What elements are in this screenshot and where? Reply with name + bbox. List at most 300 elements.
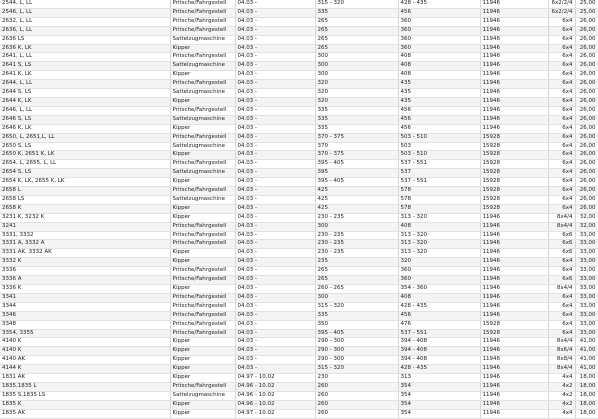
model-cell: 1835,1835 L <box>0 382 170 391</box>
table-row[interactable] <box>0 391 598 400</box>
table-row[interactable] <box>0 8 598 17</box>
ps-cell: 456 <box>398 124 480 133</box>
ccm-cell: 15928 <box>480 329 548 338</box>
table-row[interactable] <box>0 178 598 187</box>
body-type-cell: Pritsche/Fahrgestell <box>170 293 235 302</box>
weight-cell: 26,00 <box>575 97 598 106</box>
drive-cell: 6x4 <box>548 44 575 53</box>
period-cell: 04.03 - <box>235 267 315 276</box>
table-row[interactable] <box>0 285 598 294</box>
period-cell: 04.03 - <box>235 0 315 8</box>
table-row[interactable] <box>0 89 598 98</box>
drive-cell: 6x2/2/4 <box>548 8 575 17</box>
weight-cell: 26,00 <box>575 204 598 213</box>
period-cell: 04.03 - <box>235 320 315 329</box>
body-type-cell: Kipper <box>170 347 235 356</box>
table-row[interactable] <box>0 169 598 178</box>
weight-cell: 41,00 <box>575 365 598 374</box>
ps-cell: 537 - 551 <box>398 178 480 187</box>
body-type-cell: Sattelzugmaschine <box>170 195 235 204</box>
table-row[interactable] <box>0 293 598 302</box>
model-cell: 2646 K, LK <box>0 124 170 133</box>
period-cell: 04.03 - <box>235 329 315 338</box>
model-cell: 2544, L, LL <box>0 0 170 8</box>
ps-cell: 354 <box>398 409 480 418</box>
weight-cell: 26,00 <box>575 106 598 115</box>
ccm-cell: 11946 <box>480 311 548 320</box>
ccm-cell: 11946 <box>480 80 548 89</box>
model-cell: 2636 LS <box>0 35 170 44</box>
period-cell: 04.03 - <box>235 133 315 142</box>
table-row[interactable] <box>0 44 598 53</box>
period-cell: 04.03 - <box>235 8 315 17</box>
model-cell: 2632, L, LL <box>0 17 170 26</box>
model-cell: 2646 S, LS <box>0 115 170 124</box>
period-cell: 04.03 - <box>235 356 315 365</box>
kw-cell: 395 - 405 <box>315 329 398 338</box>
kw-cell: 320 <box>315 97 398 106</box>
period-cell: 04.03 - <box>235 160 315 169</box>
period-cell: 04.03 - <box>235 35 315 44</box>
ccm-cell: 15928 <box>480 204 548 213</box>
ps-cell: 320 <box>398 258 480 267</box>
weight-cell: 26,00 <box>575 44 598 53</box>
ccm-cell: 11946 <box>480 391 548 400</box>
weight-cell: 33,00 <box>575 249 598 258</box>
table-row[interactable] <box>0 400 598 409</box>
table-row[interactable] <box>0 329 598 338</box>
weight-cell: 26,00 <box>575 133 598 142</box>
ccm-cell: 11946 <box>480 374 548 383</box>
table-row[interactable] <box>0 374 598 383</box>
body-type-cell: Pritsche/Fahrgestell <box>170 17 235 26</box>
table-row[interactable] <box>0 106 598 115</box>
drive-cell: 8x4/4 <box>548 222 575 231</box>
period-cell: 04.03 - <box>235 169 315 178</box>
drive-cell: 4x4 <box>548 374 575 383</box>
table-row[interactable] <box>0 26 598 35</box>
period-cell: 04.03 - <box>235 17 315 26</box>
weight-cell: 33,00 <box>575 285 598 294</box>
body-type-cell: Kipper <box>170 285 235 294</box>
table-row[interactable] <box>0 142 598 151</box>
weight-cell: 33,00 <box>575 231 598 240</box>
period-cell: 04.03 - <box>235 71 315 80</box>
ps-cell: 313 <box>398 374 480 383</box>
kw-cell: 230 - 235 <box>315 240 398 249</box>
weight-cell: 26,00 <box>575 35 598 44</box>
ccm-cell: 11946 <box>480 89 548 98</box>
model-cell: 2650 K, 2651 K, LK <box>0 151 170 160</box>
drive-cell: 6x4 <box>548 62 575 71</box>
drive-cell: 6x4 <box>548 151 575 160</box>
kw-cell: 425 <box>315 187 398 196</box>
table-row[interactable] <box>0 276 598 285</box>
model-cell: 2546, L, LL <box>0 8 170 17</box>
weight-cell: 33,00 <box>575 329 598 338</box>
ccm-cell: 11946 <box>480 365 548 374</box>
ps-cell: 408 <box>398 62 480 71</box>
table-row[interactable] <box>0 231 598 240</box>
ccm-cell: 11946 <box>480 124 548 133</box>
model-cell: 2646, L, LL <box>0 106 170 115</box>
weight-cell: 26,00 <box>575 71 598 80</box>
kw-cell: 315 - 320 <box>315 0 398 8</box>
ccm-cell: 11946 <box>480 276 548 285</box>
model-cell: 3336 K <box>0 285 170 294</box>
body-type-cell: Pritsche/Fahrgestell <box>170 382 235 391</box>
ps-cell: 408 <box>398 222 480 231</box>
body-type-cell: Pritsche/Fahrgestell <box>170 311 235 320</box>
body-type-cell: Sattelzugmaschine <box>170 115 235 124</box>
kw-cell: 260 <box>315 382 398 391</box>
drive-cell: 6x4 <box>548 115 575 124</box>
ccm-cell: 15928 <box>480 142 548 151</box>
drive-cell: 6x4 <box>548 35 575 44</box>
model-cell: 2658 K <box>0 204 170 213</box>
weight-cell: 33,00 <box>575 302 598 311</box>
table-row[interactable] <box>0 62 598 71</box>
table-row[interactable] <box>0 80 598 89</box>
drive-cell: 6x4 <box>548 80 575 89</box>
kw-cell: 230 - 235 <box>315 249 398 258</box>
table-row[interactable] <box>0 160 598 169</box>
ccm-cell: 15928 <box>480 320 548 329</box>
model-cell: 2654 S, LS <box>0 169 170 178</box>
model-cell: 2641 S, LS <box>0 62 170 71</box>
ccm-cell: 11946 <box>480 409 548 418</box>
period-cell: 04.03 - <box>235 276 315 285</box>
period-cell: 04.97 - 10.02 <box>235 374 315 383</box>
table-row[interactable] <box>0 35 598 44</box>
weight-cell: 33,00 <box>575 240 598 249</box>
body-type-cell: Pritsche/Fahrgestell <box>170 8 235 17</box>
ccm-cell: 11946 <box>480 249 548 258</box>
kw-cell: 235 <box>315 258 398 267</box>
kw-cell: 300 <box>315 293 398 302</box>
body-type-cell: Pritsche/Fahrgestell <box>170 187 235 196</box>
drive-cell: 6x6 <box>548 276 575 285</box>
model-cell: 3241 <box>0 222 170 231</box>
weight-cell: 26,00 <box>575 53 598 62</box>
table-row[interactable] <box>0 17 598 26</box>
drive-cell: 6x4 <box>548 320 575 329</box>
ccm-cell: 11946 <box>480 71 548 80</box>
weight-cell: 26,00 <box>575 187 598 196</box>
weight-cell: 33,00 <box>575 293 598 302</box>
ccm-cell: 11946 <box>480 231 548 240</box>
ps-cell: 313 - 320 <box>398 240 480 249</box>
table-row[interactable] <box>0 356 598 365</box>
table-row[interactable] <box>0 0 598 8</box>
table-row[interactable] <box>0 151 598 160</box>
ps-cell: 354 - 360 <box>398 285 480 294</box>
ccm-cell: 11946 <box>480 356 548 365</box>
kw-cell: 260 <box>315 400 398 409</box>
weight-cell: 33,00 <box>575 320 598 329</box>
ccm-cell: 11946 <box>480 106 548 115</box>
model-cell: 1831 AK <box>0 374 170 383</box>
body-type-cell: Pritsche/Fahrgestell <box>170 276 235 285</box>
table-row[interactable] <box>0 249 598 258</box>
table-row[interactable] <box>0 338 598 347</box>
table-row[interactable] <box>0 71 598 80</box>
period-cell: 04.03 - <box>235 347 315 356</box>
drive-cell: 6x4 <box>548 53 575 62</box>
kw-cell: 335 <box>315 8 398 17</box>
table-row[interactable] <box>0 302 598 311</box>
model-cell: 2644 K, LK <box>0 97 170 106</box>
drive-cell: 6x6 <box>548 231 575 240</box>
period-cell: 04.03 - <box>235 311 315 320</box>
weight-cell: 41,00 <box>575 338 598 347</box>
body-type-cell: Sattelzugmaschine <box>170 35 235 44</box>
weight-cell: 18,00 <box>575 374 598 383</box>
ps-cell: 313 - 320 <box>398 249 480 258</box>
kw-cell: 265 <box>315 267 398 276</box>
weight-cell: 26,00 <box>575 169 598 178</box>
model-cell: 3336 <box>0 267 170 276</box>
ps-cell: 456 <box>398 115 480 124</box>
ccm-cell: 11946 <box>480 115 548 124</box>
ccm-cell: 11946 <box>480 293 548 302</box>
table-row[interactable] <box>0 240 598 249</box>
body-type-cell: Kipper <box>170 365 235 374</box>
drive-cell: 6x4 <box>548 329 575 338</box>
body-type-cell: Sattelzugmaschine <box>170 142 235 151</box>
ps-cell: 503 - 510 <box>398 151 480 160</box>
ccm-cell: 11946 <box>480 8 548 17</box>
ps-cell: 354 <box>398 382 480 391</box>
period-cell: 04.96 - 10.02 <box>235 391 315 400</box>
body-type-cell: Pritsche/Fahrgestell <box>170 106 235 115</box>
ccm-cell: 15928 <box>480 160 548 169</box>
kw-cell: 290 - 300 <box>315 347 398 356</box>
kw-cell: 335 <box>315 311 398 320</box>
ccm-cell: 15928 <box>480 178 548 187</box>
drive-cell: 6x4 <box>548 89 575 98</box>
ps-cell: 476 <box>398 320 480 329</box>
ps-cell: 503 - 510 <box>398 133 480 142</box>
model-cell: 2641 K, LK <box>0 71 170 80</box>
kw-cell: 230 <box>315 374 398 383</box>
weight-cell: 33,00 <box>575 276 598 285</box>
body-type-cell: Kipper <box>170 258 235 267</box>
table-row[interactable] <box>0 320 598 329</box>
body-type-cell: Pritsche/Fahrgestell <box>170 0 235 8</box>
model-cell: 3231 K, 3232 K <box>0 213 170 222</box>
ccm-cell: 11946 <box>480 382 548 391</box>
ps-cell: 537 - 551 <box>398 160 480 169</box>
table-row[interactable] <box>0 258 598 267</box>
model-cell: 2654 K, LK, 2655 K, LK <box>0 178 170 187</box>
drive-cell: 6x4 <box>548 187 575 196</box>
weight-cell: 26,00 <box>575 89 598 98</box>
drive-cell: 6x4 <box>548 302 575 311</box>
ps-cell: 435 <box>398 97 480 106</box>
period-cell: 04.03 - <box>235 338 315 347</box>
drive-cell: 6x4 <box>548 258 575 267</box>
ps-cell: 354 <box>398 400 480 409</box>
model-cell: 4140 K <box>0 347 170 356</box>
drive-cell: 8x4/4 <box>548 365 575 374</box>
ps-cell: 408 <box>398 293 480 302</box>
weight-cell: 26,00 <box>575 178 598 187</box>
period-cell: 04.03 - <box>235 240 315 249</box>
period-cell: 04.03 - <box>235 151 315 160</box>
drive-cell: 6x4 <box>548 169 575 178</box>
drive-cell: 6x4 <box>548 311 575 320</box>
weight-cell: 18,00 <box>575 382 598 391</box>
ps-cell: 578 <box>398 195 480 204</box>
ps-cell: 428 - 435 <box>398 365 480 374</box>
drive-cell: 6x2/2/4 <box>548 0 575 8</box>
weight-cell: 41,00 <box>575 347 598 356</box>
body-type-cell: Pritsche/Fahrgestell <box>170 80 235 89</box>
period-cell: 04.03 - <box>235 53 315 62</box>
table-row[interactable] <box>0 311 598 320</box>
kw-cell: 300 <box>315 222 398 231</box>
table-row[interactable] <box>0 267 598 276</box>
table-row[interactable] <box>0 347 598 356</box>
ccm-cell: 11946 <box>480 302 548 311</box>
kw-cell: 300 <box>315 53 398 62</box>
kw-cell: 315 - 320 <box>315 302 398 311</box>
table-row[interactable] <box>0 204 598 213</box>
weight-cell: 26,00 <box>575 124 598 133</box>
ccm-cell: 11946 <box>480 267 548 276</box>
period-cell: 04.03 - <box>235 258 315 267</box>
drive-cell: 6x4 <box>548 293 575 302</box>
weight-cell: 26,00 <box>575 195 598 204</box>
body-type-cell: Sattelzugmaschine <box>170 169 235 178</box>
weight-cell: 26,00 <box>575 151 598 160</box>
period-cell: 04.03 - <box>235 302 315 311</box>
drive-cell: 6x4 <box>548 97 575 106</box>
model-cell: 3331 A, 3332 A <box>0 240 170 249</box>
table-row[interactable] <box>0 365 598 374</box>
model-cell: 1835 S,1835 LS <box>0 391 170 400</box>
ps-cell: 360 <box>398 26 480 35</box>
ccm-cell: 15928 <box>480 169 548 178</box>
ccm-cell: 11946 <box>480 285 548 294</box>
table-row[interactable] <box>0 53 598 62</box>
ps-cell: 313 - 320 <box>398 231 480 240</box>
body-type-cell: Pritsche/Fahrgestell <box>170 329 235 338</box>
period-cell: 04.03 - <box>235 26 315 35</box>
weight-cell: 26,00 <box>575 160 598 169</box>
weight-cell: 25,00 <box>575 0 598 8</box>
table-row[interactable] <box>0 195 598 204</box>
kw-cell: 260 <box>315 391 398 400</box>
ps-cell: 435 <box>398 89 480 98</box>
drive-cell: 4x2 <box>548 391 575 400</box>
period-cell: 04.03 - <box>235 213 315 222</box>
body-type-cell: Kipper <box>170 338 235 347</box>
model-cell: 2650, L, 2651,L, LL <box>0 133 170 142</box>
ps-cell: 456 <box>398 311 480 320</box>
kw-cell: 265 <box>315 44 398 53</box>
period-cell: 04.03 - <box>235 231 315 240</box>
table-row[interactable] <box>0 133 598 142</box>
body-type-cell: Pritsche/Fahrgestell <box>170 240 235 249</box>
ps-cell: 435 <box>398 80 480 89</box>
table-row[interactable] <box>0 124 598 133</box>
period-cell: 04.03 - <box>235 124 315 133</box>
table-row[interactable] <box>0 382 598 391</box>
table-row[interactable] <box>0 213 598 222</box>
weight-cell: 32,00 <box>575 222 598 231</box>
ps-cell: 360 <box>398 276 480 285</box>
ps-cell: 394 - 408 <box>398 356 480 365</box>
ccm-cell: 11946 <box>480 213 548 222</box>
weight-cell: 32,00 <box>575 213 598 222</box>
drive-cell: 6x6 <box>548 240 575 249</box>
body-type-cell: Sattelzugmaschine <box>170 391 235 400</box>
drive-cell: 8x4/4 <box>548 213 575 222</box>
kw-cell: 320 <box>315 89 398 98</box>
period-cell: 04.03 - <box>235 97 315 106</box>
drive-cell: 6x4 <box>548 124 575 133</box>
ps-cell: 408 <box>398 53 480 62</box>
model-cell: 3332 K <box>0 258 170 267</box>
drive-cell: 6x6 <box>548 249 575 258</box>
table-row[interactable] <box>0 97 598 106</box>
ps-cell: 313 - 320 <box>398 213 480 222</box>
kw-cell: 300 <box>315 62 398 71</box>
drive-cell: 4x2 <box>548 400 575 409</box>
kw-cell: 315 - 320 <box>315 365 398 374</box>
model-cell: 2636 K, LK <box>0 44 170 53</box>
drive-cell: 6x4 <box>548 267 575 276</box>
drive-cell: 6x4 <box>548 204 575 213</box>
body-type-cell: Kipper <box>170 97 235 106</box>
kw-cell: 370 - 375 <box>315 151 398 160</box>
body-type-cell: Pritsche/Fahrgestell <box>170 231 235 240</box>
weight-cell: 18,00 <box>575 400 598 409</box>
table-row[interactable] <box>0 115 598 124</box>
period-cell: 04.03 - <box>235 62 315 71</box>
ps-cell: 360 <box>398 17 480 26</box>
table-row[interactable] <box>0 222 598 231</box>
table-row[interactable] <box>0 409 598 418</box>
ps-cell: 578 <box>398 187 480 196</box>
period-cell: 04.03 - <box>235 285 315 294</box>
period-cell: 04.03 - <box>235 89 315 98</box>
body-type-cell: Pritsche/Fahrgestell <box>170 302 235 311</box>
weight-cell: 26,00 <box>575 142 598 151</box>
body-type-cell: Kipper <box>170 71 235 80</box>
kw-cell: 395 - 405 <box>315 178 398 187</box>
kw-cell: 265 <box>315 276 398 285</box>
period-cell: 04.03 - <box>235 187 315 196</box>
period-cell: 04.03 - <box>235 293 315 302</box>
body-type-cell: Sattelzugmaschine <box>170 89 235 98</box>
weight-cell: 26,00 <box>575 17 598 26</box>
body-type-cell: Kipper <box>170 374 235 383</box>
table-row[interactable] <box>0 187 598 196</box>
model-cell: 3336 A <box>0 276 170 285</box>
period-cell: 04.03 - <box>235 222 315 231</box>
ccm-cell: 15928 <box>480 151 548 160</box>
drive-cell: 4x4 <box>548 409 575 418</box>
model-cell: 4140 K <box>0 338 170 347</box>
ps-cell: 456 <box>398 106 480 115</box>
ps-cell: 360 <box>398 35 480 44</box>
ccm-cell: 11946 <box>480 222 548 231</box>
kw-cell: 265 <box>315 17 398 26</box>
period-cell: 04.03 - <box>235 80 315 89</box>
